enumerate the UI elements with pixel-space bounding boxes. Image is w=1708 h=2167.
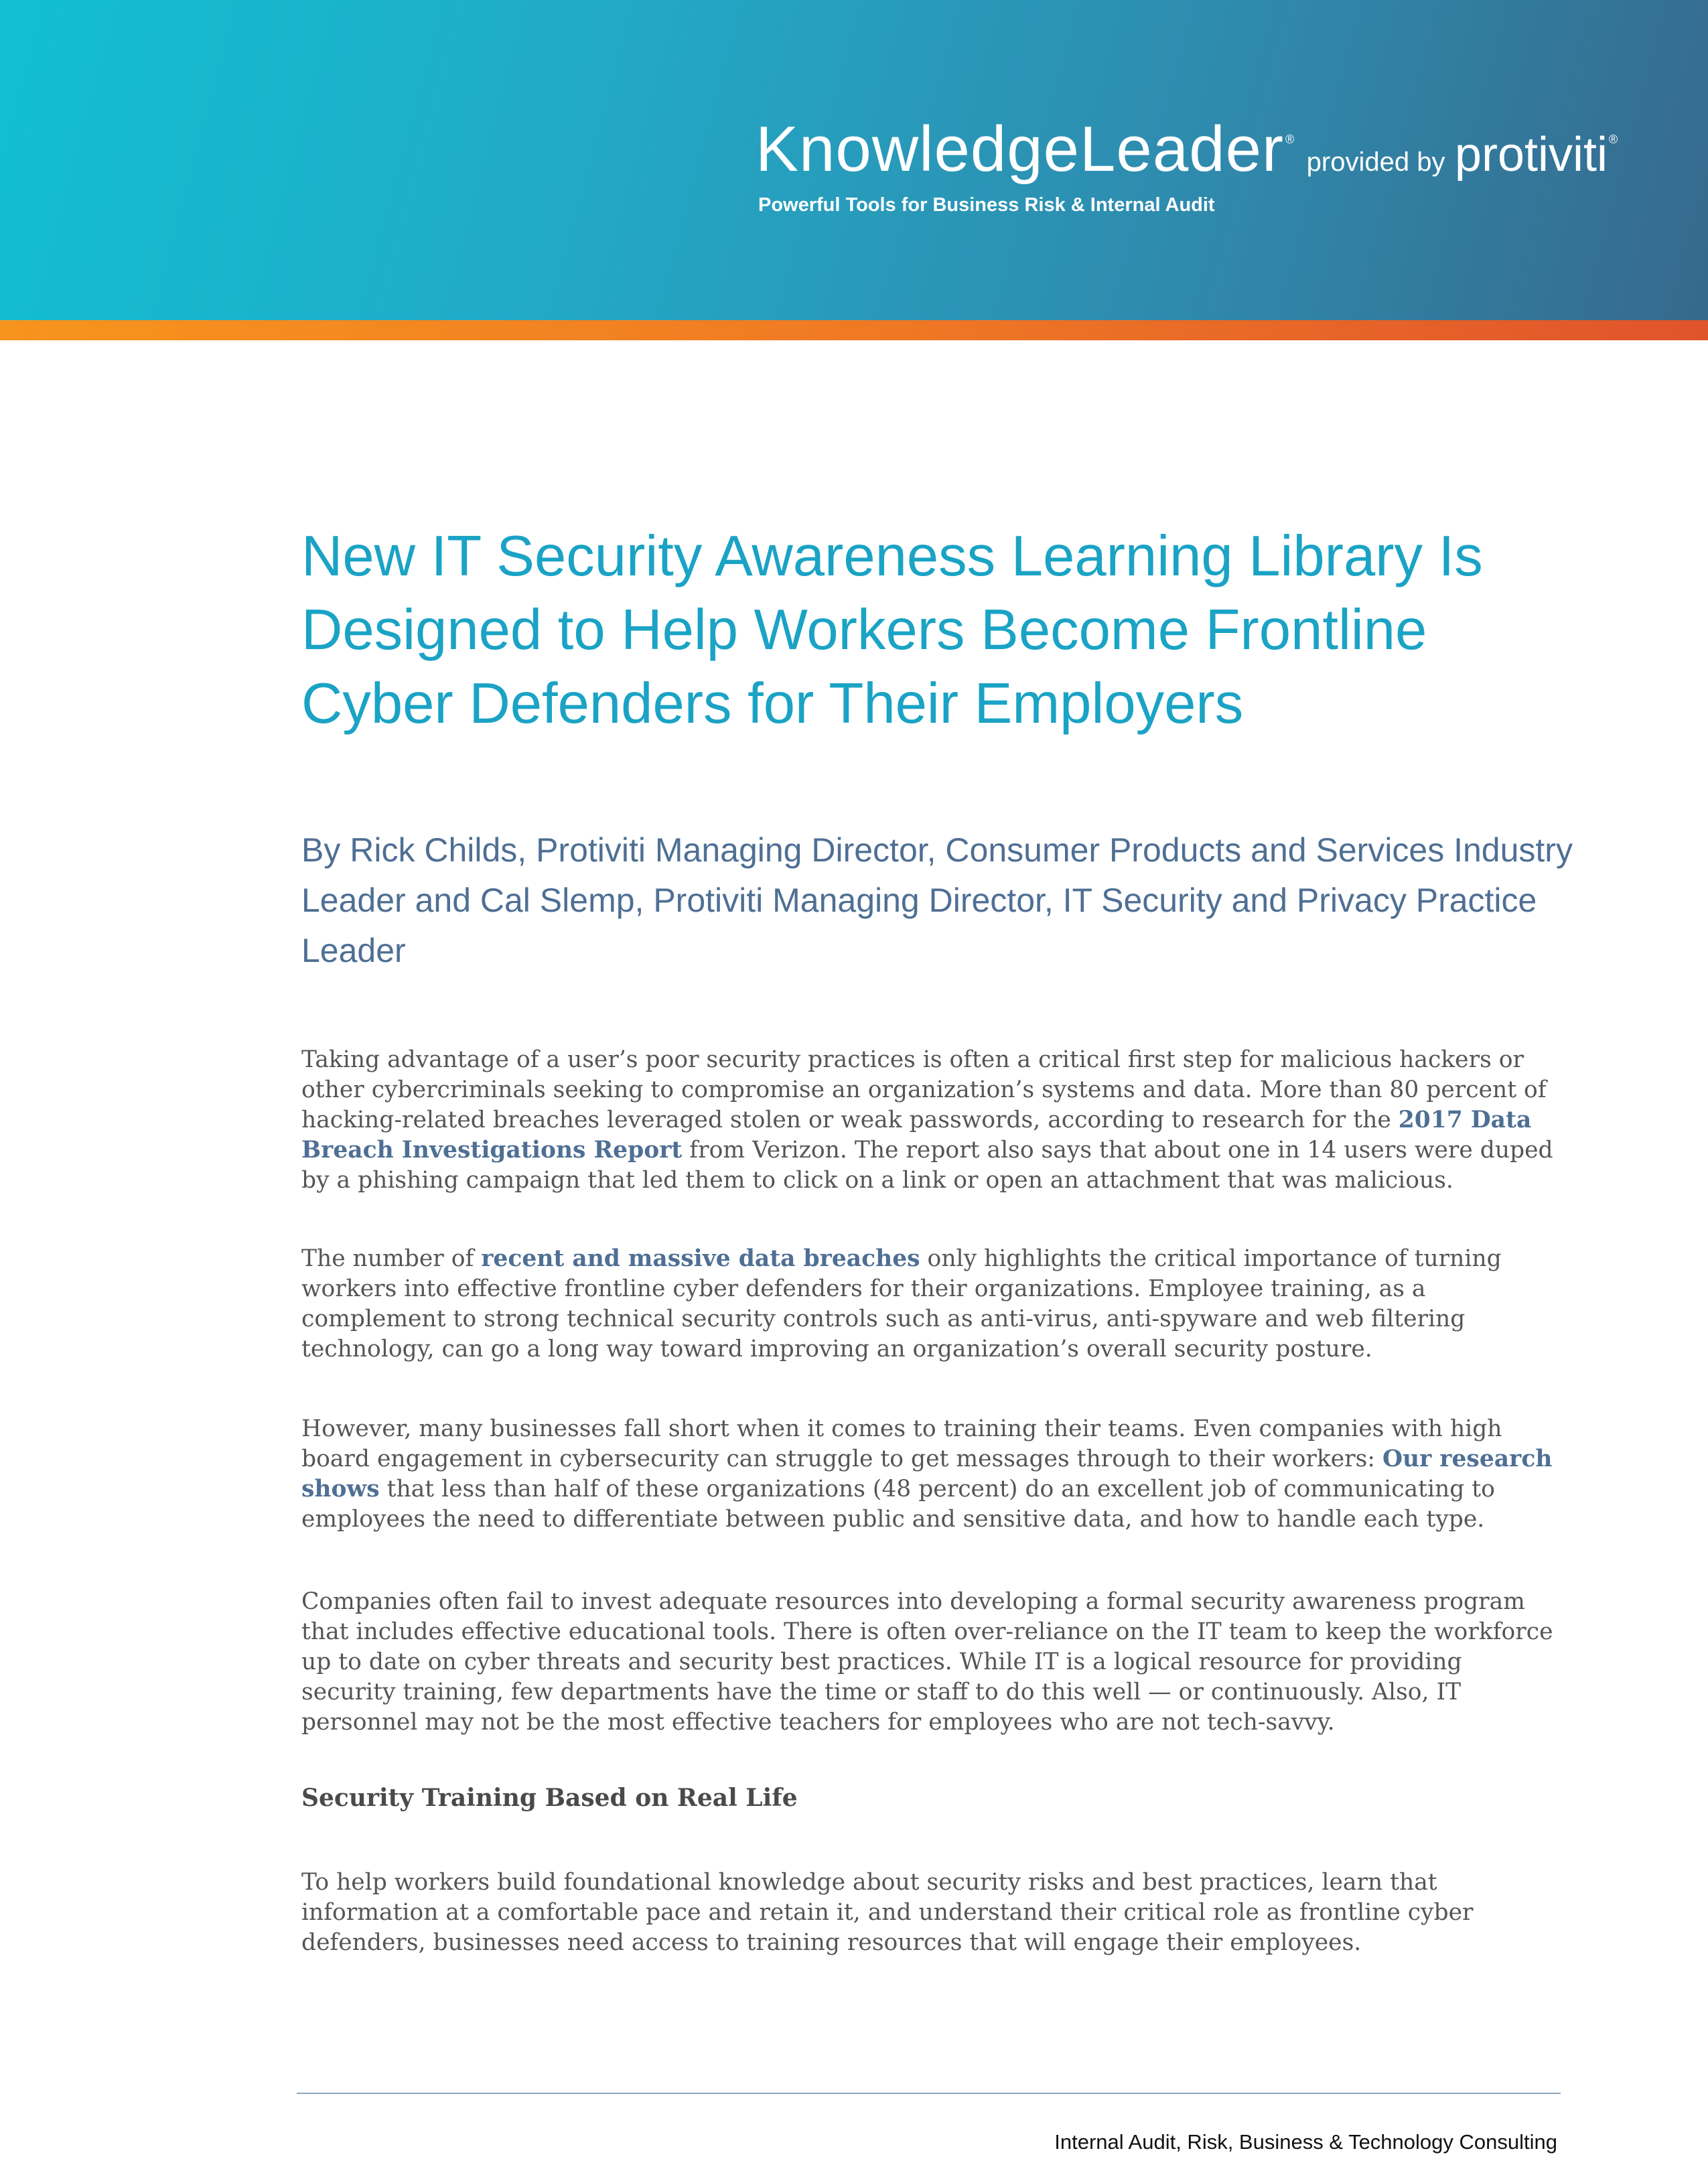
paragraph-text: Taking advantage of a user’s poor security practices is often a critical first step for malicious hackers or other cybercriminals seeking to compromise an organization’s systems and data. More than 80 percent of hacking-related breaches leveraged stolen or weak passwords, according to research for the	[301, 1046, 1547, 1133]
our-research-link[interactable]: Our research shows	[301, 1446, 1553, 1502]
registered-mark: ®	[1285, 133, 1295, 146]
article-title: New IT Security Awareness Learning Library Is Designed to Help Workers Become Frontline Cyber Defenders for Their Employers	[301, 525, 1483, 736]
paragraph-4: Companies often fail to invest adequate resources into developing a formal security awareness program that includes effective educational tools. There is often over-reliance on the IT team to keep the workforce up to date on cyber threats and security best practices. While IT is a logical resource for providing security training, few departments have the time or staff to do this well — or continuously. Also, IT personnel may not be the most effective teachers for employees who are not tech-savvy.	[301, 1588, 1553, 1736]
header-banner	[0, 0, 1708, 320]
section-heading: Security Training Based on Real Life	[301, 1784, 798, 1812]
header-accent-bar	[0, 320, 1708, 340]
paragraph-text: only highlights the critical importance of turning workers into effective frontline cyber defenders for their organizations. Employee training, as a complement to strong technical security controls such as anti-virus, anti-spyware and web filtering technology, can go a long way toward improving an organization’s overall security posture.	[301, 1245, 1502, 1362]
paragraph-text: However, many businesses fall short when it comes to training their teams. Even companies with high board engagement in cybersecurity can struggle to get messages through to their workers:	[301, 1415, 1502, 1472]
paragraph-text: The number of	[301, 1245, 482, 1272]
paragraph-text: that less than half of these organizations (48 percent) do an excellent job of communicating to employees the need to differentiate between public and sensitive data, and how to handle each type.	[301, 1476, 1495, 1533]
provided-by-text: provided by	[1306, 147, 1445, 177]
brand-tagline: Powerful Tools for Business Risk & Internal Audit	[758, 194, 1215, 216]
registered-mark: ®	[1608, 133, 1618, 146]
paragraph-text: from Verizon. The report also says that about one in 14 users were duped by a phishing campaign that led them to click on a link or open an attachment that was malicious.	[301, 1137, 1553, 1194]
paragraph-1	[301, 1045, 1561, 1196]
data-breach-report-link[interactable]: 2017 Data Breach Investigations Report	[301, 1107, 1532, 1164]
brand-logo	[756, 113, 1618, 186]
company-name: protiviti	[1454, 128, 1608, 182]
article-byline: By Rick Childs, Protiviti Managing Director, Consumer Products and Services Industry Leader and Cal Slemp, Protiviti Managing Director, IT Security and Privacy Practice Leader	[301, 831, 1573, 969]
paragraph-2	[301, 1244, 1561, 1365]
data-breaches-link[interactable]: recent and massive data breaches	[481, 1245, 920, 1272]
brand-name: KnowledgeLeader	[756, 113, 1284, 185]
paragraph-3	[301, 1414, 1561, 1535]
footer-text: Internal Audit, Risk, Business & Technology Consulting	[1054, 2130, 1557, 2154]
footer-divider	[297, 2093, 1561, 2094]
paragraph-5: To help workers build foundational knowledge about security risks and best practices, learn that information at a comfortable pace and retain it, and understand their critical role as frontline cyber defenders, businesses need access to training resources that will engage their employees.	[301, 1869, 1474, 1956]
